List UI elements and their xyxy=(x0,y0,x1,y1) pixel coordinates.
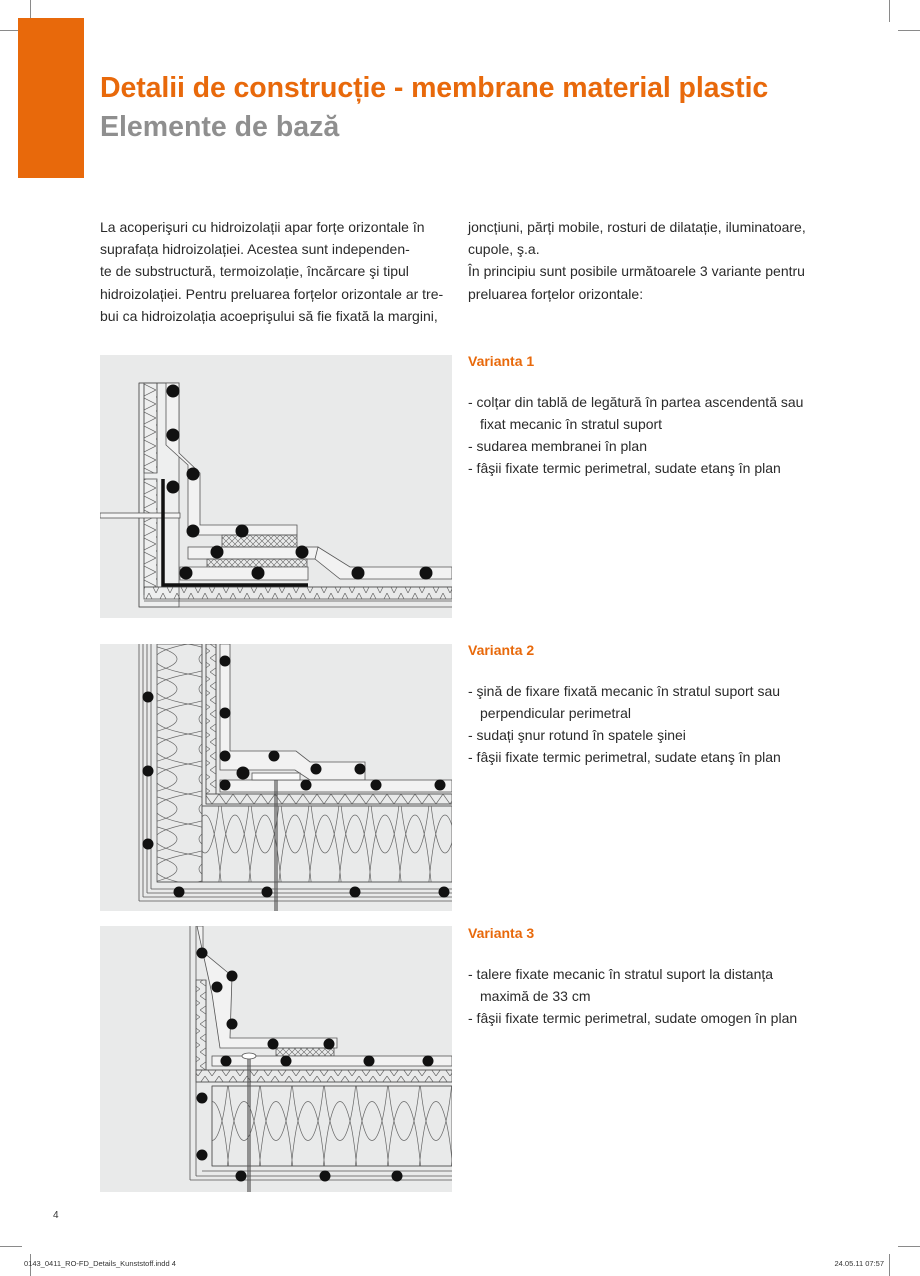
list-item: - talere fixate mecanic în stratul suport la distanța maximă de 33 cm xyxy=(468,966,774,1004)
page-subtitle: Elemente de bază xyxy=(100,111,340,143)
list-item: - fâşii fixate termic perimetral, sudate etanş în plan xyxy=(468,460,781,476)
slug-date: 24.05.11 07:57 xyxy=(834,1259,884,1268)
intro-line: hidroizolației. Pentru preluarea forțelor orizontale ar tre- xyxy=(100,285,444,302)
slug-filename: 0143_0411_RO-FD_Details_Kunststoff.indd 4 xyxy=(24,1259,176,1268)
crop-mark xyxy=(898,30,920,31)
variant-list xyxy=(468,680,828,768)
intro-right-column xyxy=(468,216,823,305)
crop-mark xyxy=(898,1246,920,1247)
page-title: Detalii de construcție - membrane material plastic xyxy=(100,72,769,104)
intro-line: bui ca hidroizolația acoeprişului să fie fixată la margini, xyxy=(100,307,438,324)
list-item: - sudați şnur rotund în spatele şinei xyxy=(468,727,686,743)
crop-mark xyxy=(889,1254,890,1276)
diagram-variant-3 xyxy=(100,926,452,1192)
intro-line: preluarea forțelor orizontale: xyxy=(468,285,644,302)
list-item: - colțar din tablă de legătură în partea ascendentă sau fixat mecanic în stratul suport xyxy=(468,394,804,432)
intro-line: joncțiuni, părți mobile, rosturi de dilatație, iluminatoare, xyxy=(468,219,806,235)
accent-bar xyxy=(18,18,84,178)
intro-line: te de substructură, termoizolație, încărcare şi tipul xyxy=(100,263,409,280)
list-item: - fâşii fixate termic perimetral, sudate omogen în plan xyxy=(468,1010,798,1026)
variant-title: Varianta 1 xyxy=(468,353,535,369)
page-number: 4 xyxy=(53,1210,59,1221)
variant-title: Varianta 2 xyxy=(468,642,535,658)
diagram-variant-1 xyxy=(100,355,452,618)
variant-3 xyxy=(468,925,828,1029)
variant-2 xyxy=(468,642,828,768)
intro-line: La acoperişuri cu hidroizolații apar forțe orizontale în xyxy=(100,219,425,235)
variant-1 xyxy=(468,353,828,479)
crop-mark xyxy=(889,0,890,22)
variant-list xyxy=(468,963,828,1029)
intro-left-column xyxy=(100,216,455,327)
crop-mark xyxy=(0,1246,22,1247)
intro-line: suprafața hidroizolației. Acestea sunt independen- xyxy=(100,241,410,258)
intro-line: În principiu sunt posibile următoarele 3 variante pentru xyxy=(468,263,805,280)
diagram-variant-2 xyxy=(100,644,452,911)
variant-list xyxy=(468,391,828,479)
list-item: - sudarea membranei în plan xyxy=(468,438,647,454)
list-item: - şină de fixare fixată mecanic în stratul suport sau perpendicular perimetral xyxy=(468,683,781,721)
list-item: - fâşii fixate termic perimetral, sudate etanş în plan xyxy=(468,749,781,765)
variant-title: Varianta 3 xyxy=(468,925,535,941)
intro-line: cupole, ş.a. xyxy=(468,241,540,258)
